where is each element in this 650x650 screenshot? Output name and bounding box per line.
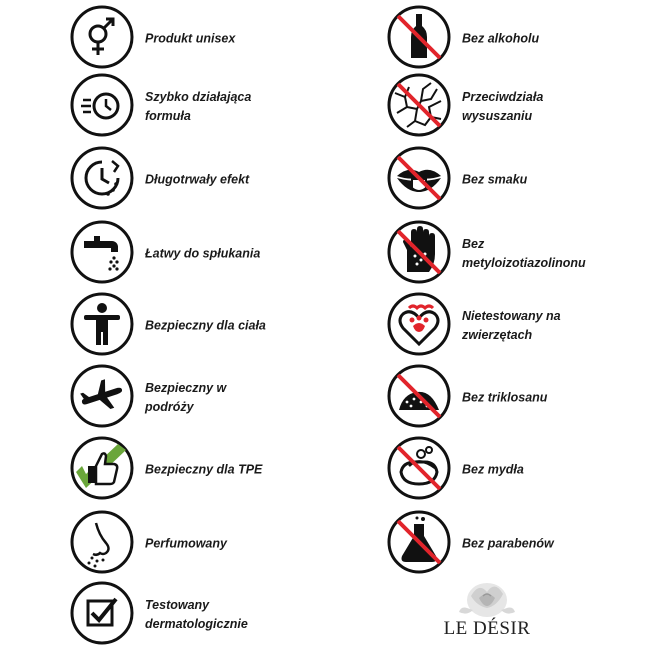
no-triclosan-powder-icon [387, 364, 451, 428]
feature-nietestowany-na-zwierzetach [387, 292, 650, 360]
long-lasting-clock-icon [70, 146, 134, 210]
feature-produkt-unisex [70, 5, 370, 73]
feature-label: Przeciwdziała wysuszaniu [462, 90, 544, 123]
feature-bez-metyloizotiazolinonu [387, 220, 650, 288]
cruelty-free-heart-icon [387, 292, 451, 356]
feature-label: Bez metyloizotiazolinonu [462, 237, 586, 270]
feature-label: Bez mydła [462, 462, 524, 477]
airplane-icon [70, 364, 134, 428]
feature-label: Szybko działająca formuła [145, 90, 252, 123]
feature-label: Bezpieczny dla TPE [145, 462, 263, 477]
no-chemical-hand-icon [387, 220, 451, 284]
rose-logo-icon [437, 578, 537, 620]
gender-unisex-icon [70, 5, 134, 69]
feature-label: Bez smaku [462, 172, 528, 187]
feature-bez-mydla [387, 436, 650, 504]
feature-latwy-do-splukania [70, 220, 370, 288]
feature-przeciwdziala-wysuszaniu [387, 73, 650, 141]
feature-label: Testowany dermatologicznie [145, 598, 248, 631]
feature-bez-triklosanu [387, 364, 650, 432]
feature-label: Bezpieczny w podróży [145, 381, 227, 414]
feature-label: Bez parabenów [462, 536, 554, 551]
feature-label: Łatwy do spłukania [145, 246, 261, 261]
brand-logo [437, 578, 537, 650]
feature-label: Bez triklosanu [462, 390, 548, 405]
feature-label: Bezpieczny dla ciała [145, 318, 266, 333]
nose-scent-icon [70, 510, 134, 574]
checkbox-icon [70, 581, 134, 645]
feature-label: Nietestowany na zwierzętach [462, 309, 561, 342]
no-soap-icon [387, 436, 451, 500]
water-tap-icon [70, 220, 134, 284]
human-body-icon [70, 292, 134, 356]
feature-szybko-dzialajaca [70, 73, 370, 141]
fast-clock-icon [70, 73, 134, 137]
feature-perfumowany [70, 510, 370, 578]
no-parabens-flask-icon [387, 510, 451, 574]
feature-label: Długotrwały efekt [145, 172, 250, 187]
brand-logo-text: LE DÉSIR [443, 618, 531, 639]
feature-dlugotrwaly [70, 146, 370, 214]
feature-bezpieczny-w-podrozy [70, 364, 370, 432]
no-alcohol-bottle-icon [387, 5, 451, 69]
feature-label: Bez alkoholu [462, 31, 540, 46]
feature-testowany-dermatologicznie [70, 581, 370, 649]
no-taste-lips-icon [387, 146, 451, 210]
feature-bezpieczny-dla-ciala [70, 292, 370, 360]
feature-bezpieczny-dla-tpe [70, 436, 370, 504]
feature-bez-smaku [387, 146, 650, 214]
feature-bez-parabenow [387, 510, 650, 578]
thumbs-up-check-icon [70, 436, 134, 500]
feature-label: Produkt unisex [145, 31, 236, 46]
feature-bez-alkoholu [387, 5, 650, 73]
feature-label: Perfumowany [145, 536, 227, 551]
no-dry-cracked-icon [387, 73, 451, 137]
